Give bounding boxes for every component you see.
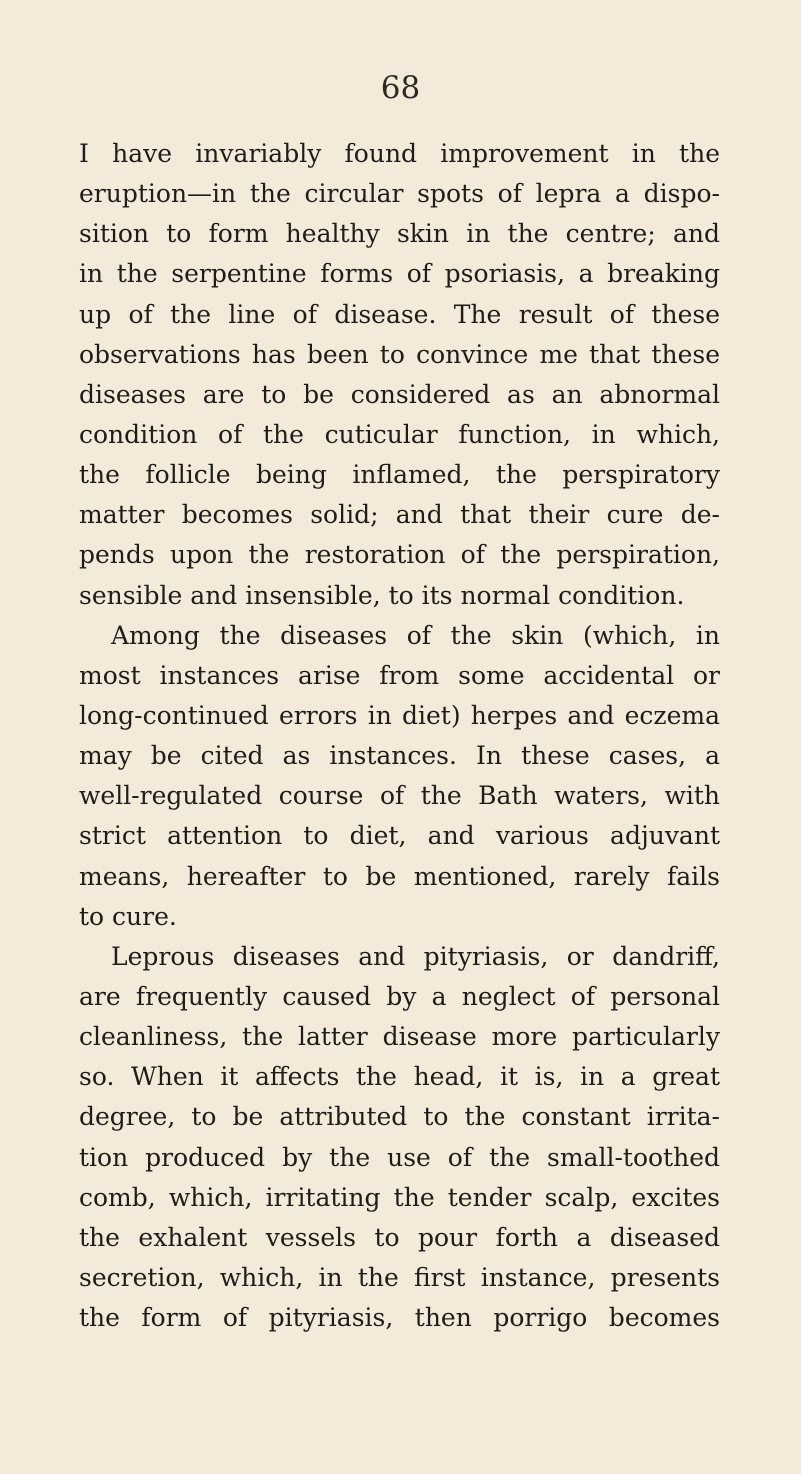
text-line: diseases are to be considered as an abnormal bbox=[79, 379, 720, 409]
text-line: up of the line of disease. The result of these bbox=[79, 299, 720, 329]
text-line: the follicle being inflamed, the perspiratory bbox=[79, 460, 720, 490]
text-line: pends upon the restoration of the perspiration, bbox=[79, 540, 720, 570]
text-line: may be cited as instances. In these cases, a bbox=[79, 741, 720, 771]
text-line: matter becomes solid; and that their cure de- bbox=[79, 500, 720, 530]
text-line: tion produced by the use of the small-toothed bbox=[79, 1142, 720, 1172]
text-line: most instances arise from some accidental or bbox=[79, 660, 720, 690]
text-line: eruption—in the circular spots of lepra a dispo- bbox=[79, 179, 720, 209]
text-line: comb, which, irritating the tender scalp, excites bbox=[79, 1182, 720, 1212]
text-line: long-continued errors in diet) herpes and eczema bbox=[79, 700, 720, 730]
text-line: to cure. bbox=[79, 901, 177, 931]
text-line: secretion, which, in the first instance, presents bbox=[79, 1262, 720, 1292]
text-line: in the serpentine forms of psoriasis, a breaking bbox=[79, 259, 720, 289]
text-line: condition of the cuticular function, in which, bbox=[79, 419, 720, 449]
text-line: observations has been to convince me that these bbox=[79, 339, 720, 369]
text-line: the exhalent vessels to pour forth a diseased bbox=[79, 1222, 720, 1252]
text-line: Leprous diseases and pityriasis, or dandriff, bbox=[111, 941, 720, 971]
body-text bbox=[79, 134, 720, 1338]
text-line: sensible and insensible, to its normal condition. bbox=[79, 580, 685, 610]
text-line: so. When it affects the head, it is, in a great bbox=[79, 1062, 720, 1092]
text-line: degree, to be attributed to the constant irrita- bbox=[79, 1102, 720, 1132]
page-number: 68 bbox=[380, 70, 421, 106]
text-line: means, hereafter to be mentioned, rarely fails bbox=[79, 861, 720, 891]
text-line: Among the diseases of the skin (which, in bbox=[111, 620, 720, 650]
text-line: strict attention to diet, and various adjuvant bbox=[79, 821, 720, 851]
text-line: cleanliness, the latter disease more particularly bbox=[79, 1022, 720, 1052]
text-line: I have invariably found improvement in the bbox=[79, 139, 720, 168]
text-line: are frequently caused by a neglect of personal bbox=[79, 981, 720, 1011]
text-line: sition to form healthy skin in the centre; and bbox=[79, 219, 720, 249]
text-line: the form of pityriasis, then porrigo becomes bbox=[79, 1303, 720, 1333]
text-line: well-regulated course of the Bath waters, with bbox=[79, 781, 720, 811]
